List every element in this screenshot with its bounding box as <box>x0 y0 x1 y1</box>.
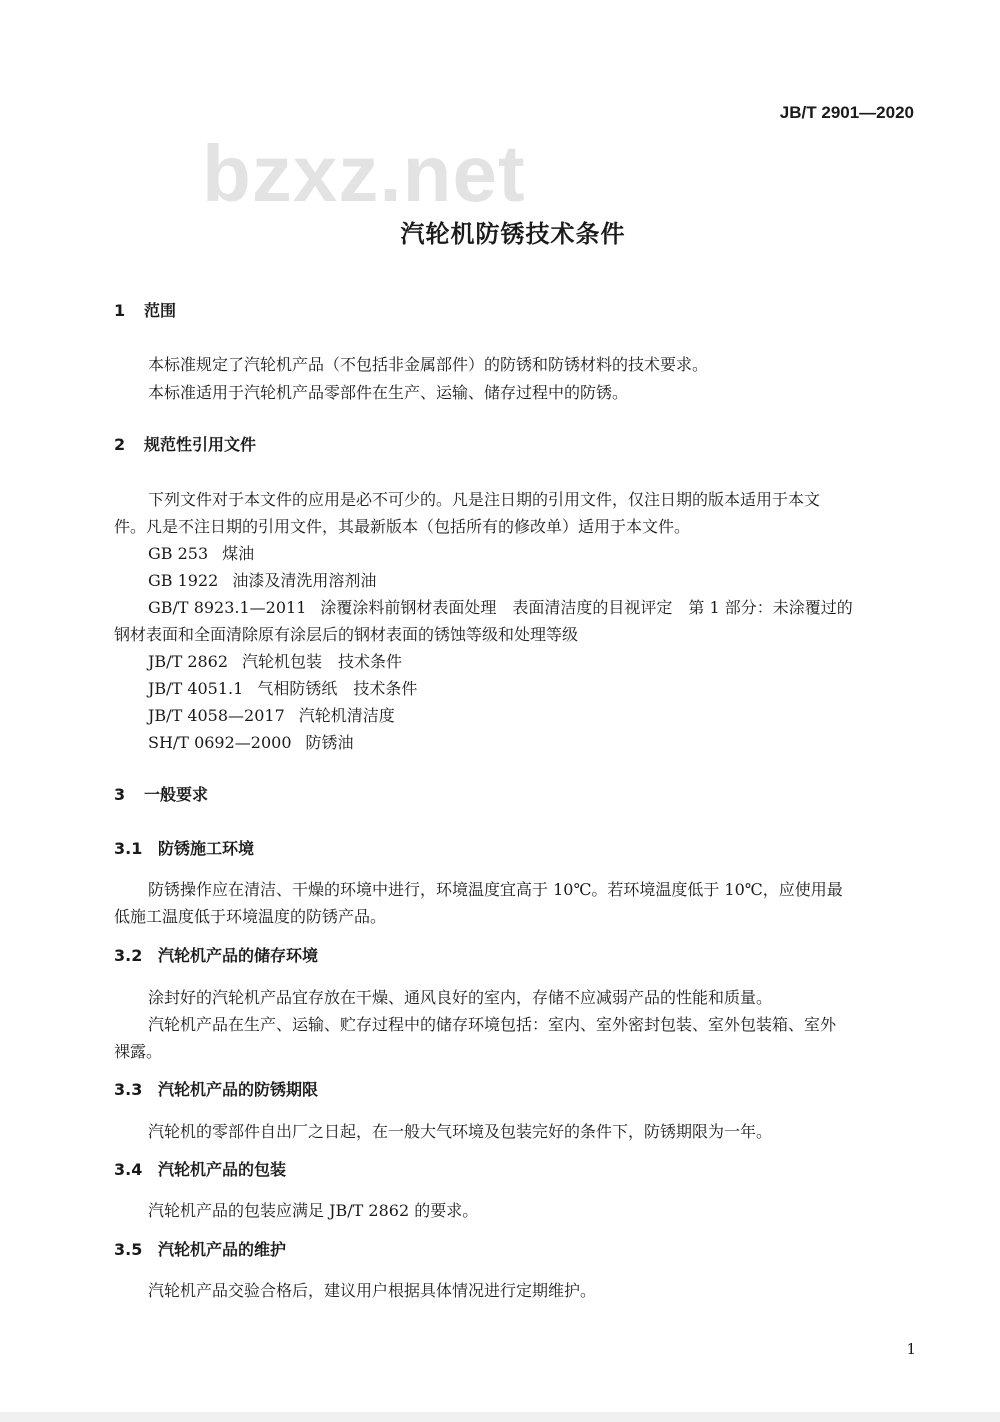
paragraph: 防锈操作应在清洁、干燥的环境中进行，环境温度宜高于 10℃。若环境温度低于 10℃，应使用最 <box>148 880 843 899</box>
section-number: 3 <box>114 785 126 804</box>
subsection-title: 汽轮机产品的维护 <box>158 1240 287 1259</box>
page-bottom-edge <box>0 1412 1000 1422</box>
reference-code: SH/T 0692—2000 <box>148 733 292 752</box>
paragraph: 本标准适用于汽轮机产品零部件在生产、运输、储存过程中的防锈。 <box>148 383 629 402</box>
paragraph: 汽轮机产品交验合格后，建议用户根据具体情况进行定期维护。 <box>148 1281 597 1300</box>
reference-code: JB/T 4058—2017 <box>148 706 285 725</box>
reference-item <box>148 541 254 564</box>
section-2-heading <box>114 432 256 455</box>
reference-item <box>148 568 376 591</box>
subsection-3-4-heading <box>114 1157 286 1180</box>
reference-title: 汽轮机清洁度 <box>298 706 395 725</box>
section-title: 规范性引用文件 <box>144 435 257 454</box>
paragraph: 裸露。 <box>114 1042 163 1061</box>
paragraph: 汽轮机产品在生产、运输、贮存过程中的储存环境包括：室内、室外密封包装、室外包装箱、室外 <box>148 1015 837 1034</box>
paragraph: 件。凡是不注日期的引用文件，其最新版本（包括所有的修改单）适用于本文件。 <box>114 517 691 536</box>
subsection-number: 3.4 <box>114 1160 143 1179</box>
paragraph: 汽轮机产品的包装应满足 JB/T 2862 的要求。 <box>148 1201 479 1220</box>
subsection-number: 3.1 <box>114 839 143 858</box>
reference-item <box>148 730 354 753</box>
reference-item <box>148 649 402 672</box>
subsection-title: 汽轮机产品的储存环境 <box>158 946 319 965</box>
paragraph: 下列文件对于本文件的应用是必不可少的。凡是注日期的引用文件，仅注日期的版本适用于本文 <box>148 490 821 509</box>
reference-code: JB/T 4051.1 <box>148 679 244 698</box>
reference-code: GB 253 <box>148 544 209 563</box>
reference-title-continued: 钢材表面和全面清除原有涂层后的钢材表面的锈蚀等级和处理等级 <box>114 625 579 644</box>
subsection-3-5-heading <box>114 1237 286 1260</box>
paragraph: 涂封好的汽轮机产品宜存放在干燥、通风良好的室内，存储不应减弱产品的性能和质量。 <box>148 988 773 1007</box>
section-number: 1 <box>114 301 126 320</box>
subsection-number: 3.2 <box>114 946 143 965</box>
subsection-3-1-heading <box>114 836 254 859</box>
subsection-3-3-heading <box>114 1077 318 1100</box>
paragraph: 本标准规定了汽轮机产品（不包括非金属部件）的防锈和防锈材料的技术要求。 <box>148 355 709 374</box>
reference-title: 油漆及清洗用溶剂油 <box>232 571 377 590</box>
reference-item <box>148 595 853 618</box>
reference-title: 防锈油 <box>305 733 354 752</box>
subsection-number: 3.3 <box>114 1080 143 1099</box>
paragraph: 低施工温度低于环境温度的防锈产品。 <box>114 907 387 926</box>
reference-title: 气相防锈纸 技术条件 <box>257 679 418 698</box>
reference-code: GB 1922 <box>148 571 219 590</box>
reference-title: 涂覆涂料前钢材表面处理 表面清洁度的目视评定 第 1 部分：未涂覆过的 <box>320 598 853 617</box>
subsection-3-2-heading <box>114 943 318 966</box>
section-title: 一般要求 <box>144 785 209 804</box>
page-number: 1 <box>906 1340 916 1358</box>
section-3-heading <box>114 782 208 805</box>
subsection-title: 汽轮机产品的防锈期限 <box>158 1080 319 1099</box>
section-1-heading <box>114 298 176 321</box>
reference-title: 煤油 <box>222 544 255 563</box>
reference-title: 汽轮机包装 技术条件 <box>242 652 403 671</box>
page-title: 汽轮机防锈技术条件 <box>400 220 626 248</box>
subsection-title: 防锈施工环境 <box>158 839 255 858</box>
section-title: 范围 <box>144 301 177 320</box>
section-number: 2 <box>114 435 126 454</box>
reference-item <box>148 703 395 726</box>
subsection-number: 3.5 <box>114 1240 143 1259</box>
subsection-title: 汽轮机产品的包装 <box>158 1160 287 1179</box>
watermark: bzxz.net <box>202 129 526 218</box>
paragraph: 汽轮机的零部件自出厂之日起，在一般大气环境及包装完好的条件下，防锈期限为一年。 <box>148 1122 773 1141</box>
standard-number: JB/T 2901—2020 <box>779 103 914 122</box>
reference-code: JB/T 2862 <box>148 652 229 671</box>
reference-code: GB/T 8923.1—2011 <box>148 598 307 617</box>
reference-item <box>148 676 417 699</box>
